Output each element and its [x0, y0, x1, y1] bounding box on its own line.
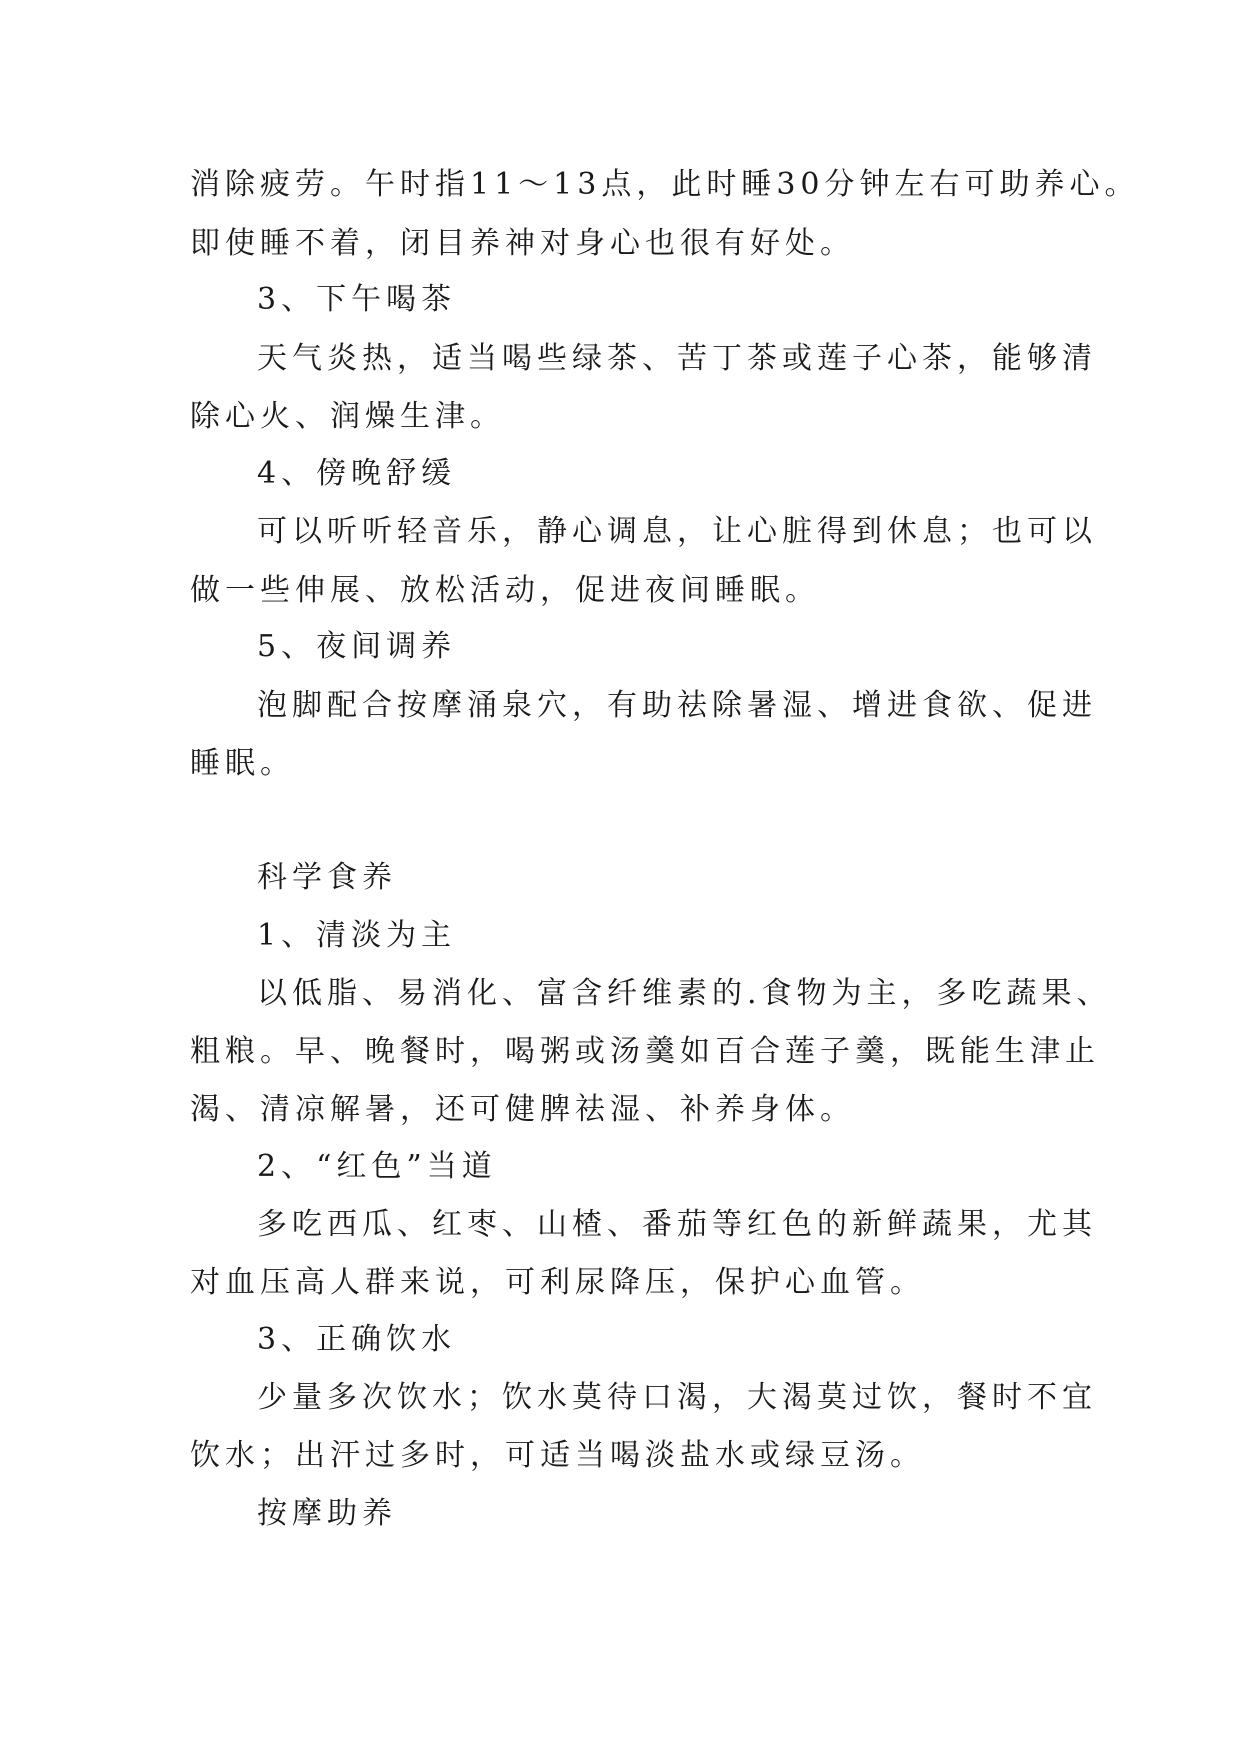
text-line: 天气炎热，适当喝些绿茶、苦丁茶或莲子心茶，能够清: [257, 341, 1097, 376]
text-line: 做一些伸展、放松活动，促进夜间睡眠。: [190, 573, 820, 608]
text-line: 消除疲劳。午时指11～13点，此时睡30分钟左右可助养心。: [190, 167, 1140, 202]
text-line: 泡脚配合按摩涌泉穴，有助祛除暑湿、增进食欲、促进: [257, 688, 1097, 723]
text-line: 少量多次饮水；饮水莫待口渴，大渴莫过饮，餐时不宜: [257, 1380, 1097, 1415]
text-line: 以低脂、易消化、富含纤维素的.食物为主，多吃蔬果、: [257, 976, 1112, 1011]
section-heading: 按摩助养: [257, 1496, 397, 1531]
text-line: 多吃西瓜、红枣、山楂、番茄等红色的新鲜蔬果，尤其: [257, 1207, 1097, 1242]
text-line: 除心火、润燥生津。: [190, 399, 505, 434]
subheading: 4、傍晚舒缓: [257, 456, 457, 491]
subheading: 5、夜间调养: [257, 629, 457, 664]
text-line: 粗粮。早、晚餐时，喝粥或汤羹如百合莲子羹，既能生津止: [190, 1034, 1100, 1069]
text-line: 可以听听轻音乐，静心调息，让心脏得到休息；也可以: [257, 514, 1097, 549]
subheading: 3、下午喝茶: [257, 282, 457, 317]
subheading: 2、“红色”当道: [257, 1149, 497, 1184]
section-heading: 科学食养: [257, 860, 397, 895]
subheading: 3、正确饮水: [257, 1322, 457, 1357]
text-line: 渴、清凉解暑，还可健脾祛湿、补养身体。: [190, 1092, 855, 1127]
text-line: 饮水；出汗过多时，可适当喝淡盐水或绿豆汤。: [190, 1438, 925, 1473]
text-line: 对血压高人群来说，可利尿降压，保护心血管。: [190, 1265, 925, 1300]
subheading: 1、清淡为主: [257, 918, 457, 953]
text-line: 即使睡不着，闭目养神对身心也很有好处。: [190, 226, 855, 261]
text-line: 睡眠。: [190, 746, 295, 781]
